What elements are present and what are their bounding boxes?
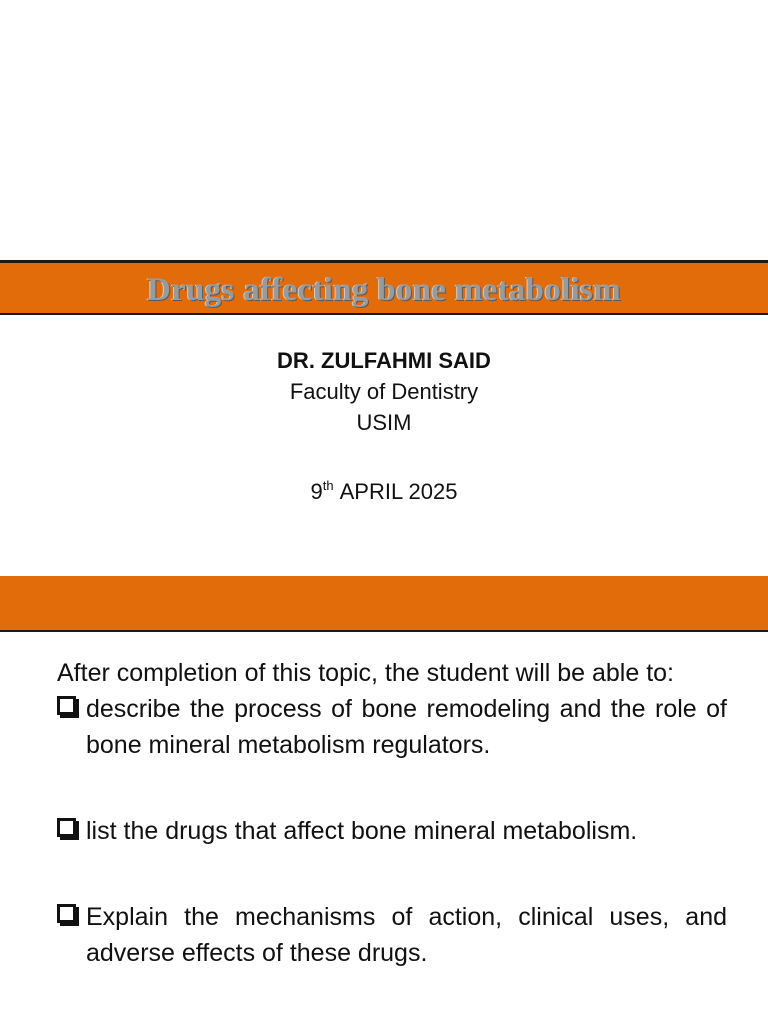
author-institution: USIM: [356, 410, 412, 435]
objective-item: [57, 691, 727, 763]
objective-item: [57, 899, 727, 971]
title-band: [0, 260, 768, 315]
date-day: 9: [310, 479, 323, 504]
slide-title: Drugs affecting bone metabolism: [146, 272, 621, 308]
date-suffix: th: [322, 478, 334, 493]
author-name: DR. ZULFAHMI SAID: [277, 348, 491, 373]
objective-text: list the drugs that affect bone mineral metabolism.: [86, 817, 638, 845]
objective-text: describe the process of bone remodeling and the role of bone mineral metabolism regulators.: [86, 695, 727, 759]
author-block: [0, 345, 768, 507]
objective-item: [57, 813, 727, 849]
checkbox-icon: [57, 818, 76, 837]
learning-objectives: [57, 655, 727, 971]
objective-text: Explain the mechanisms of action, clinical uses, and adverse effects of these drugs.: [86, 903, 727, 967]
checkbox-icon: [57, 696, 76, 715]
date-month-year: APRIL 2025: [339, 479, 458, 504]
objectives-list: [57, 691, 727, 971]
checkbox-icon: [57, 904, 76, 923]
presentation-date: [0, 470, 768, 507]
author-faculty: Faculty of Dentistry: [289, 379, 479, 404]
objectives-header-band: [0, 576, 768, 632]
objectives-intro: After completion of this topic, the student will be able to:: [57, 659, 675, 687]
